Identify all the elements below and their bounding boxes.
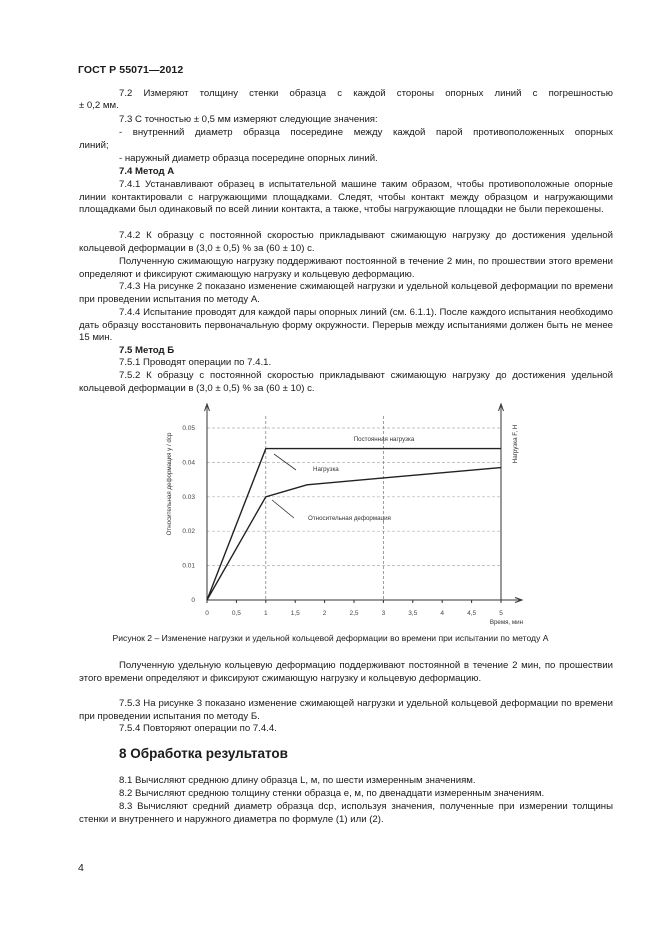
para-8-3: 8.3 Вычисляют средний диаметр образца dср, используя значения, полученные при измерении толщины стенки и внутреннего и наружного диаметра по формуле (1) или (2). xyxy=(79,801,613,825)
para-7-5-4: 7.5.4 Повторяют операции по 7.4.4. xyxy=(119,723,277,734)
para-8-2: 8.2 Вычисляют среднюю толщину стенки образца e, м, по двенадцати измеренным значениям. xyxy=(119,788,545,799)
y-axis-right-title: Нагрузка F, Н xyxy=(512,424,519,464)
para-7-4-4: 7.4.4 Испытание проводят для каждой пары опорных линий (см. 6.1.1). После каждого испытания необходимо дать образцу восстановить первоначальную форму окружности. Перерыв между испытаниями должен быть не менее 15 мин. xyxy=(79,307,613,344)
para-7-5-1: 7.5.1 Проводят операции по 7.4.1. xyxy=(119,357,272,368)
para-7-5-3: 7.5.3 На рисунке 3 показано изменение сжимающей нагрузки и удельной кольцевой деформации по времени при проведении испытания по методу Б. xyxy=(79,698,613,722)
chart-series xyxy=(207,449,501,600)
x-tick-label: 1 xyxy=(263,610,268,617)
x-tick-label: 1,5 xyxy=(290,610,300,617)
x-tick-label: 4,5 xyxy=(467,610,477,617)
y-tick-label: 0 xyxy=(191,597,195,604)
annotation-load: Нагрузка xyxy=(313,466,339,473)
x-tick-label: 5 xyxy=(499,610,503,617)
y-tick-label: 0.03 xyxy=(182,493,195,501)
y-tick-label: 0.04 xyxy=(182,459,195,467)
para-7-5-2: 7.5.2 К образцу с постоянной скоростью прикладывают сжимающую нагрузку до достижения удельной кольцевой деформации в (3,0 ± 0,5) % за (60 ± 10) с. xyxy=(79,370,613,394)
heading-7-4: 7.4 Метод А xyxy=(119,166,175,177)
list-item-inner-diameter: - внутренний диаметр образца посередине между каждой парой противоположенных опорных xyxy=(119,127,613,138)
list-item-outer-diameter: - наружный диаметр образца посередине опорных линий. xyxy=(119,153,378,164)
x-tick-label: 4 xyxy=(440,610,445,617)
heading-7-5: 7.5 Метод Б xyxy=(119,345,175,356)
list-item-inner-diameter-cont: линий; xyxy=(79,140,109,151)
x-tick-label: 0,5 xyxy=(231,610,241,617)
document-header: ГОСТ Р 55071—2012 xyxy=(78,64,184,76)
x-tick-label: 3,5 xyxy=(408,610,418,617)
para-7-4-2-cont: Полученную сжимающую нагрузку поддерживают постоянной в течение 2 мин, по прошествии этого времени определяют и фиксируют сжимающую нагрузку и кольцевую деформацию. xyxy=(79,256,613,280)
para-7-2-line2: ± 0,2 мм. xyxy=(79,100,119,111)
para-7-4-3: 7.4.3 На рисунке 2 показано изменение сжимающей нагрузки и удельной кольцевой деформации по времени при проведении испытания по методу А. xyxy=(79,281,613,305)
leader-load xyxy=(274,454,296,470)
para-8-1: 8.1 Вычисляют среднюю длину образца L, м, по шести измеренным значениям. xyxy=(119,775,476,786)
para-7-5-2-cont: Полученную удельную кольцевую деформацию поддерживают постоянной в течение 2 мин, по прошествии этого времени определяют и фиксируют сжимающую нагрузку и кольцевую деформацию. xyxy=(79,660,613,684)
para-7-4-2: 7.4.2 К образцу с постоянной скоростью прикладывают сжимающую нагрузку до достижения удельной кольцевой деформации в (3,0 ± 0,5) % за (60 ± 10) с. xyxy=(79,230,613,254)
x-tick-label: 0 xyxy=(205,610,209,617)
y-axis-left-title: Относительная деформация y / dср xyxy=(166,432,173,536)
page-number: 4 xyxy=(78,862,84,874)
y-tick-label: 0.02 xyxy=(182,528,195,536)
y-tick-label: 0.01 xyxy=(182,562,195,570)
para-7-3: 7.3 С точностью ± 0,5 мм измеряют следующие значения: xyxy=(119,114,378,125)
annotation-deformation: Относительная деформация xyxy=(308,515,391,522)
leader-deformation xyxy=(272,500,294,518)
chart-labels xyxy=(166,425,523,626)
para-7-2-line1: 7.2 Измеряют толщину стенки образца с каждой стороны опорных линий с погрешностью xyxy=(119,88,613,99)
chart-axes xyxy=(205,404,523,603)
x-axis-title: Время, мин xyxy=(489,619,523,626)
para-7-4-1: 7.4.1 Устанавливают образец в испытательной машине таким образом, чтобы противоположные опорные линии контактировали с нагружающими площадками. Следят, чтобы контакт между образцом и нагружающими площадками был одинаковый по всей линии контакта, а также, чтобы нагружающие площадки не были перекошены. xyxy=(79,179,613,216)
y-tick-label: 0.05 xyxy=(182,425,195,432)
x-tick-label: 2 xyxy=(322,610,327,617)
figure-2-caption: Рисунок 2 – Изменение нагрузки и удельной кольцевой деформации во времени при испытании по методу А xyxy=(112,633,549,643)
heading-section-8: 8 Обработка результатов xyxy=(119,746,288,761)
x-tick-label: 2,5 xyxy=(349,610,359,617)
annotation-constant-load: Постоянная нагрузка xyxy=(353,436,415,443)
chart-grid xyxy=(207,416,501,600)
x-tick-label: 3 xyxy=(381,610,386,617)
